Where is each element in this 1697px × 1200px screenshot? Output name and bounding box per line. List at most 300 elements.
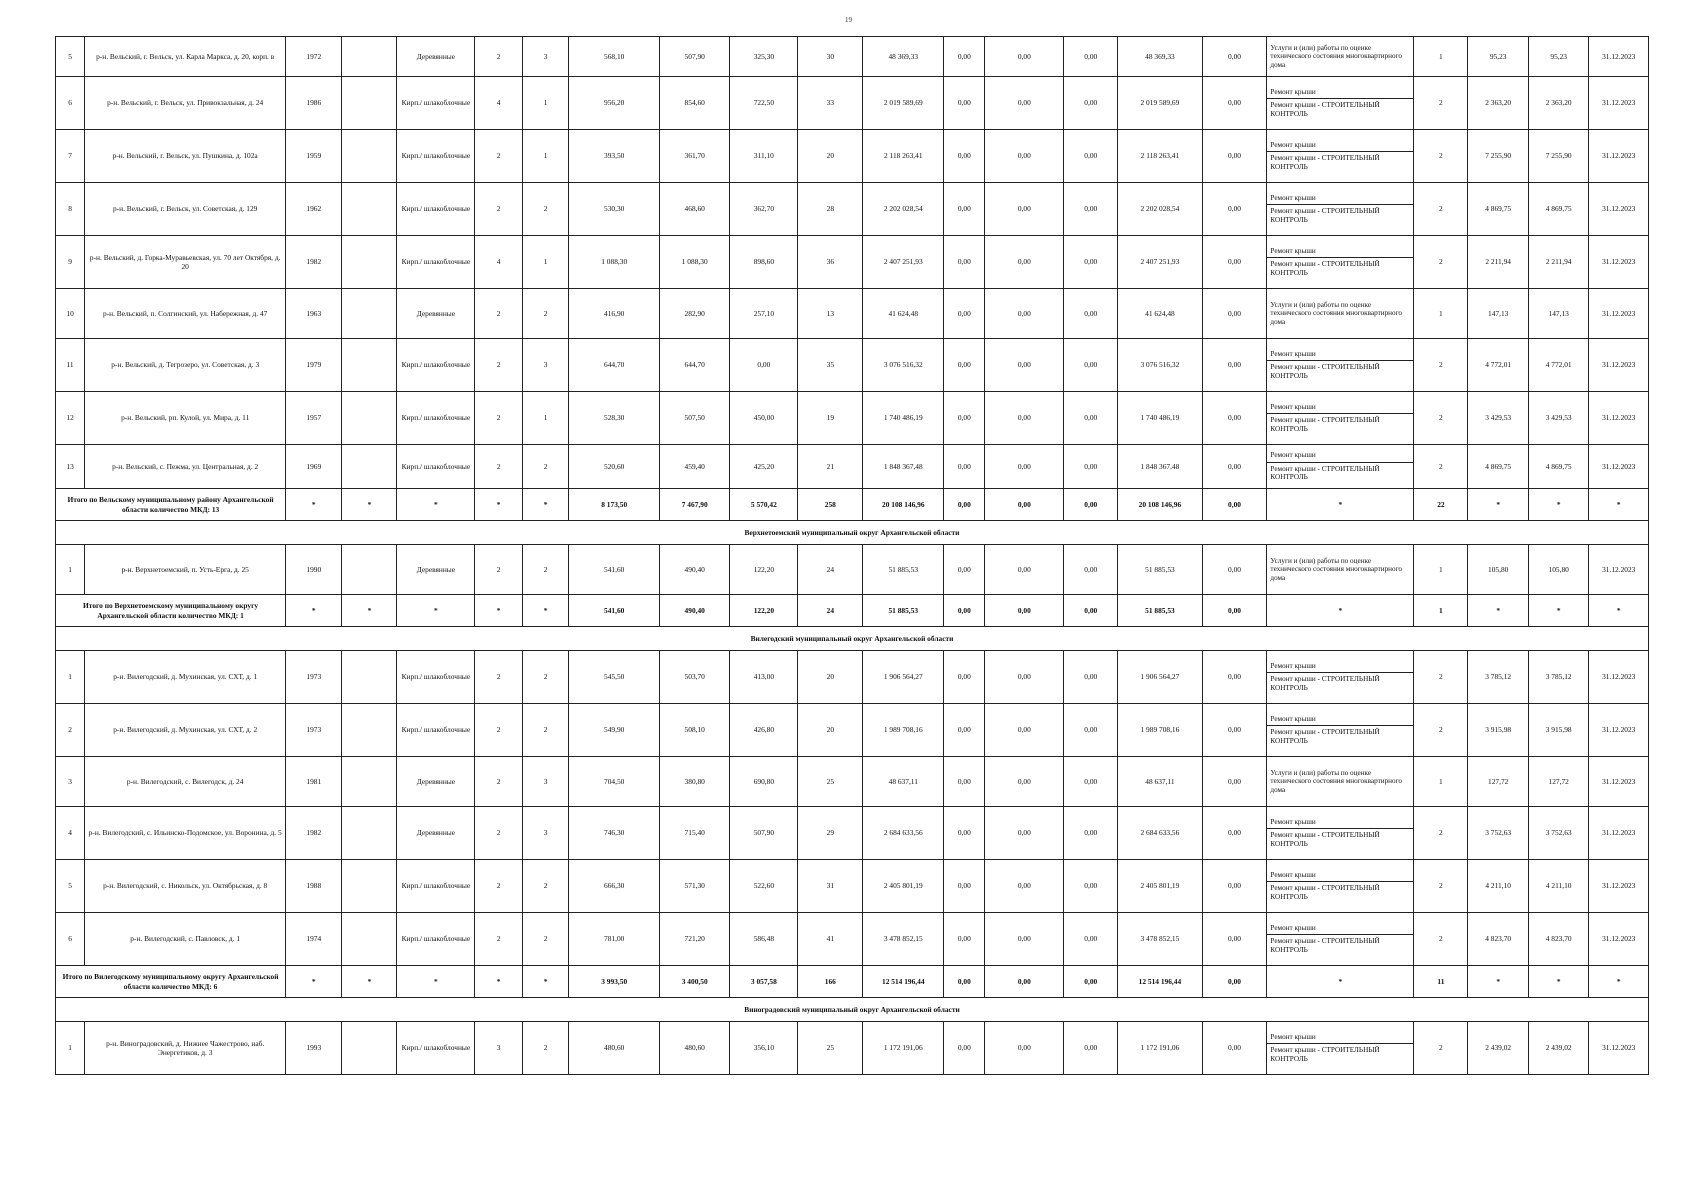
work-type: Ремонт крыши: [1270, 714, 1316, 723]
cell-fund-b: 0,00: [985, 807, 1064, 860]
cell-own: 2 019 589,69: [1118, 77, 1202, 130]
work-types-cell: [1267, 757, 1414, 807]
cell-extra: [342, 704, 397, 757]
table-row: [56, 651, 1649, 704]
placeholder-star: *: [1528, 966, 1589, 998]
cell-material: Кирп./ шлакоблочные: [397, 651, 475, 704]
section-header-row: [56, 627, 1649, 651]
cell-limit-per-m2: 105,80: [1528, 545, 1589, 595]
cell-year: 1957: [286, 392, 342, 445]
total-area-total: 541,60: [569, 595, 660, 627]
cell-n: 2: [56, 704, 85, 757]
cell-n: 1: [56, 651, 85, 704]
cell-area-living: 503,70: [660, 651, 730, 704]
cell-extra: [342, 130, 397, 183]
total-cost-total: 20 108 146,96: [863, 489, 944, 521]
work-type: Ремонт крыши - СТРОИТЕЛЬНЫЙ КОНТРОЛЬ: [1267, 204, 1413, 226]
cell-n: 4: [56, 807, 85, 860]
cell-area-total: 530,30: [569, 183, 660, 236]
cell-area-living: 854,60: [660, 77, 730, 130]
cell-cost-total: 1 848 367,48: [863, 445, 944, 489]
cell-residents: 35: [798, 339, 863, 392]
cell-floors: 2: [475, 392, 523, 445]
cell-fund-b: 0,00: [985, 236, 1064, 289]
cell-fund-a: 0,00: [944, 445, 985, 489]
cell-area-living: 380,80: [660, 757, 730, 807]
cell-cost-per-m2: 127,72: [1468, 757, 1529, 807]
cell-cost-per-m2: 3 785,12: [1468, 651, 1529, 704]
cell-own: 2 405 801,19: [1118, 860, 1202, 913]
cell-other: 0,00: [1202, 651, 1267, 704]
cell-residents: 36: [798, 236, 863, 289]
cell-fund-b: 0,00: [985, 913, 1064, 966]
cell-year: 1959: [286, 130, 342, 183]
cell-n: 9: [56, 236, 85, 289]
cell-area-total: 781,00: [569, 913, 660, 966]
cell-extra: [342, 77, 397, 130]
work-type: Ремонт крыши: [1270, 870, 1316, 879]
total-other: 0,00: [1202, 489, 1267, 521]
cell-fund-a: 0,00: [944, 339, 985, 392]
table-row: [56, 130, 1649, 183]
work-type: Ремонт крыши - СТРОИТЕЛЬНЫЙ КОНТРОЛЬ: [1267, 828, 1413, 850]
cell-deadline: 31.12.2023: [1589, 545, 1649, 595]
cell-other: 0,00: [1202, 704, 1267, 757]
cell-cost-per-m2: 2 439,02: [1468, 1022, 1529, 1075]
total-label: Итого по Вилегодскому муниципальному округу Архангельской области количество МКД: 6: [56, 966, 286, 998]
cell-entrances: 2: [522, 445, 568, 489]
cell-entrances: 2: [522, 183, 568, 236]
work-type: Ремонт крыши - СТРОИТЕЛЬНЫЙ КОНТРОЛЬ: [1267, 1043, 1413, 1065]
placeholder-star: *: [475, 595, 523, 627]
work-type: Ремонт крыши: [1270, 87, 1316, 96]
cell-fund-b: 0,00: [985, 545, 1064, 595]
total-residents: 24: [798, 595, 863, 627]
cell-material: Кирп./ шлакоблочные: [397, 77, 475, 130]
cell-own: 1 848 367,48: [1118, 445, 1202, 489]
cell-deadline: 31.12.2023: [1589, 445, 1649, 489]
section-header-row: [56, 521, 1649, 545]
cell-fund-c: 0,00: [1064, 445, 1118, 489]
cell-fund-b: 0,00: [985, 392, 1064, 445]
total-area-living: 3 400,50: [660, 966, 730, 998]
cell-extra: [342, 289, 397, 339]
cell-deadline: 31.12.2023: [1589, 860, 1649, 913]
cell-limit-per-m2: 3 429,53: [1528, 392, 1589, 445]
cell-floors: 2: [475, 807, 523, 860]
cell-area-total: 393,50: [569, 130, 660, 183]
cell-other: 0,00: [1202, 757, 1267, 807]
placeholder-star: *: [1267, 595, 1414, 627]
cell-cost-per-m2: 147,13: [1468, 289, 1529, 339]
cell-own: 1 989 708,16: [1118, 704, 1202, 757]
cell-fund-c: 0,00: [1064, 860, 1118, 913]
cell-fund-c: 0,00: [1064, 807, 1118, 860]
total-row: [56, 489, 1649, 521]
cell-material: Кирп./ шлакоблочные: [397, 445, 475, 489]
cell-limit-per-m2: 3 752,63: [1528, 807, 1589, 860]
cell-area-total: 644,70: [569, 339, 660, 392]
cell-entrances: 2: [522, 651, 568, 704]
cell-material: Кирп./ шлакоблочные: [397, 913, 475, 966]
work-type: Ремонт крыши - СТРОИТЕЛЬНЫЙ КОНТРОЛЬ: [1267, 151, 1413, 173]
placeholder-star: *: [342, 489, 397, 521]
cell-material: Кирп./ шлакоблочные: [397, 1022, 475, 1075]
cell-limit-per-m2: 4 772,01: [1528, 339, 1589, 392]
cell-limit-per-m2: 3 915,98: [1528, 704, 1589, 757]
table-row: [56, 704, 1649, 757]
cell-area-living: 282,90: [660, 289, 730, 339]
cell-area-total: 568,10: [569, 37, 660, 77]
cell-extra: [342, 1022, 397, 1075]
cell-address: р-н. Вельский, г. Вельск, ул. Советская, д. 129: [85, 183, 286, 236]
cell-address: р-н. Виноградовский, д. Нижнее Чажестрово, наб. Энергетиков, д. 3: [85, 1022, 286, 1075]
cell-area-resident: 425,20: [730, 445, 798, 489]
cell-year: 1988: [286, 860, 342, 913]
total-other: 0,00: [1202, 966, 1267, 998]
cell-year: 1969: [286, 445, 342, 489]
cell-address: р-н. Вилегодский, с. Вилегодск, д. 24: [85, 757, 286, 807]
work-types-cell: [1267, 37, 1414, 77]
cell-extra: [342, 445, 397, 489]
cell-fund-c: 0,00: [1064, 236, 1118, 289]
work-type: Ремонт крыши - СТРОИТЕЛЬНЫЙ КОНТРОЛЬ: [1267, 881, 1413, 903]
cell-fund-c: 0,00: [1064, 651, 1118, 704]
total-residents: 258: [798, 489, 863, 521]
work-types-cell: [1267, 807, 1414, 860]
total-area-total: 8 173,50: [569, 489, 660, 521]
cell-entrances: 2: [522, 860, 568, 913]
cell-address: р-н. Вельский, г. Вельск, ул. Привокзальная, д. 24: [85, 77, 286, 130]
cell-deadline: 31.12.2023: [1589, 913, 1649, 966]
section-title: Виноградовский муниципальный округ Архангельской области: [56, 998, 1649, 1022]
work-types-cell: [1267, 392, 1414, 445]
cell-material: Деревянные: [397, 289, 475, 339]
work-types-cell: [1267, 130, 1414, 183]
total-area-living: 7 467,90: [660, 489, 730, 521]
total-row: [56, 966, 1649, 998]
cell-other: 0,00: [1202, 130, 1267, 183]
cell-deadline: 31.12.2023: [1589, 236, 1649, 289]
work-type: Ремонт крыши: [1270, 451, 1316, 460]
cell-area-total: 480,60: [569, 1022, 660, 1075]
cell-entrances: 3: [522, 807, 568, 860]
placeholder-star: *: [1528, 595, 1589, 627]
placeholder-star: *: [1589, 595, 1649, 627]
cell-area-resident: 690,80: [730, 757, 798, 807]
work-types-cell: [1267, 339, 1414, 392]
cell-floors: 4: [475, 236, 523, 289]
cell-work-count: 2: [1414, 1022, 1468, 1075]
placeholder-star: *: [397, 489, 475, 521]
cell-area-resident: 426,80: [730, 704, 798, 757]
cell-year: 1973: [286, 651, 342, 704]
cell-own: 51 885,53: [1118, 545, 1202, 595]
table-row: [56, 37, 1649, 77]
cell-entrances: 2: [522, 704, 568, 757]
cell-cost-total: 51 885,53: [863, 545, 944, 595]
placeholder-star: *: [522, 966, 568, 998]
cell-year: 1974: [286, 913, 342, 966]
cell-area-total: 541,60: [569, 545, 660, 595]
cell-floors: 2: [475, 289, 523, 339]
cell-work-count: 2: [1414, 77, 1468, 130]
placeholder-star: *: [1589, 489, 1649, 521]
work-types-cell: [1267, 913, 1414, 966]
cell-own: 3 076 516,32: [1118, 339, 1202, 392]
cell-material: Деревянные: [397, 757, 475, 807]
cell-limit-per-m2: 127,72: [1528, 757, 1589, 807]
cell-limit-per-m2: 4 869,75: [1528, 445, 1589, 489]
cell-floors: 2: [475, 651, 523, 704]
cell-year: 1982: [286, 807, 342, 860]
total-fund-c: 0,00: [1064, 966, 1118, 998]
cell-year: 1973: [286, 704, 342, 757]
cell-fund-c: 0,00: [1064, 37, 1118, 77]
cell-area-total: 704,50: [569, 757, 660, 807]
work-type: Ремонт крыши - СТРОИТЕЛЬНЫЙ КОНТРОЛЬ: [1267, 257, 1413, 279]
cell-area-total: 666,30: [569, 860, 660, 913]
cell-fund-b: 0,00: [985, 183, 1064, 236]
table-row: [56, 545, 1649, 595]
cell-own: 2 118 263,41: [1118, 130, 1202, 183]
cell-work-count: 2: [1414, 860, 1468, 913]
cell-fund-c: 0,00: [1064, 183, 1118, 236]
table-row: [56, 913, 1649, 966]
cell-area-resident: 311,10: [730, 130, 798, 183]
cell-fund-a: 0,00: [944, 860, 985, 913]
cell-cost-per-m2: 2 363,20: [1468, 77, 1529, 130]
total-fund-c: 0,00: [1064, 595, 1118, 627]
table-row: [56, 445, 1649, 489]
cell-fund-c: 0,00: [1064, 704, 1118, 757]
cell-limit-per-m2: 4 823,70: [1528, 913, 1589, 966]
cell-limit-per-m2: 7 255,90: [1528, 130, 1589, 183]
cell-n: 13: [56, 445, 85, 489]
cell-n: 6: [56, 77, 85, 130]
cell-floors: 3: [475, 1022, 523, 1075]
cell-floors: 2: [475, 339, 523, 392]
cell-fund-a: 0,00: [944, 236, 985, 289]
cell-area-resident: 522,60: [730, 860, 798, 913]
cell-limit-per-m2: 3 785,12: [1528, 651, 1589, 704]
cell-n: 7: [56, 130, 85, 183]
total-fund-a: 0,00: [944, 595, 985, 627]
cell-deadline: 31.12.2023: [1589, 130, 1649, 183]
cell-material: Деревянные: [397, 37, 475, 77]
total-cost-total: 51 885,53: [863, 595, 944, 627]
cell-entrances: 2: [522, 1022, 568, 1075]
work-type: Ремонт крыши - СТРОИТЕЛЬНЫЙ КОНТРОЛЬ: [1267, 360, 1413, 382]
cell-work-count: 2: [1414, 807, 1468, 860]
cell-material: Кирп./ шлакоблочные: [397, 860, 475, 913]
cell-own: 3 478 852,15: [1118, 913, 1202, 966]
table-row: [56, 339, 1649, 392]
cell-residents: 21: [798, 445, 863, 489]
cell-material: Кирп./ шлакоблочные: [397, 236, 475, 289]
cell-deadline: 31.12.2023: [1589, 339, 1649, 392]
cell-work-count: 2: [1414, 339, 1468, 392]
placeholder-star: *: [1468, 966, 1529, 998]
table-row: [56, 183, 1649, 236]
total-own: 51 885,53: [1118, 595, 1202, 627]
cell-other: 0,00: [1202, 392, 1267, 445]
work-types-cell: [1267, 183, 1414, 236]
cell-work-count: 1: [1414, 757, 1468, 807]
cell-fund-c: 0,00: [1064, 757, 1118, 807]
cell-own: 48 637,11: [1118, 757, 1202, 807]
total-fund-a: 0,00: [944, 489, 985, 521]
cell-n: 5: [56, 37, 85, 77]
cell-residents: 20: [798, 704, 863, 757]
cell-cost-total: 1 172 191,06: [863, 1022, 944, 1075]
cell-residents: 29: [798, 807, 863, 860]
cell-work-count: 2: [1414, 392, 1468, 445]
cell-address: р-н. Вельский, с. Пежма, ул. Центральная, д. 2: [85, 445, 286, 489]
table-row: [56, 807, 1649, 860]
cell-cost-total: 2 405 801,19: [863, 860, 944, 913]
total-residents: 166: [798, 966, 863, 998]
cell-area-resident: 586,48: [730, 913, 798, 966]
cell-cost-total: 2 019 589,69: [863, 77, 944, 130]
total-label: Итого по Верхнетоемскому муниципальному округу Архангельской области количество МКД: 1: [56, 595, 286, 627]
total-area-resident: 5 570,42: [730, 489, 798, 521]
cell-extra: [342, 807, 397, 860]
cell-work-count: 2: [1414, 704, 1468, 757]
work-types-cell: [1267, 289, 1414, 339]
cell-fund-b: 0,00: [985, 1022, 1064, 1075]
cell-fund-a: 0,00: [944, 704, 985, 757]
cell-area-resident: 122,20: [730, 545, 798, 595]
cell-deadline: 31.12.2023: [1589, 289, 1649, 339]
work-type: Ремонт крыши: [1270, 140, 1316, 149]
cell-floors: 2: [475, 860, 523, 913]
section-header-row: [56, 998, 1649, 1022]
work-type: Ремонт крыши: [1270, 246, 1316, 255]
total-fund-c: 0,00: [1064, 489, 1118, 521]
cell-fund-a: 0,00: [944, 37, 985, 77]
placeholder-star: *: [522, 595, 568, 627]
cell-fund-a: 0,00: [944, 289, 985, 339]
cell-fund-b: 0,00: [985, 757, 1064, 807]
cell-floors: 4: [475, 77, 523, 130]
cell-address: р-н. Вилегодский, д. Мухинская, ул. СХТ, д. 2: [85, 704, 286, 757]
cell-own: 1 906 564,27: [1118, 651, 1202, 704]
total-area-resident: 3 057,58: [730, 966, 798, 998]
total-area-living: 490,40: [660, 595, 730, 627]
cell-other: 0,00: [1202, 37, 1267, 77]
table-row: [56, 392, 1649, 445]
cell-area-total: 545,50: [569, 651, 660, 704]
work-type: Ремонт крыши - СТРОИТЕЛЬНЫЙ КОНТРОЛЬ: [1267, 725, 1413, 747]
page-number: 19: [845, 16, 852, 24]
placeholder-star: *: [286, 595, 342, 627]
cell-fund-b: 0,00: [985, 37, 1064, 77]
placeholder-star: *: [1468, 489, 1529, 521]
cell-extra: [342, 545, 397, 595]
cell-residents: 28: [798, 183, 863, 236]
cell-deadline: 31.12.2023: [1589, 392, 1649, 445]
cell-n: 10: [56, 289, 85, 339]
cell-fund-b: 0,00: [985, 445, 1064, 489]
cell-cost-total: 2 684 633,56: [863, 807, 944, 860]
cell-cost-per-m2: 4 772,01: [1468, 339, 1529, 392]
cell-extra: [342, 37, 397, 77]
cell-other: 0,00: [1202, 236, 1267, 289]
cell-cost-total: 41 624,48: [863, 289, 944, 339]
cell-limit-per-m2: 2 439,02: [1528, 1022, 1589, 1075]
work-type: Ремонт крыши: [1270, 402, 1316, 411]
cell-year: 1979: [286, 339, 342, 392]
cell-fund-b: 0,00: [985, 289, 1064, 339]
cell-cost-total: 3 478 852,15: [863, 913, 944, 966]
cell-fund-c: 0,00: [1064, 339, 1118, 392]
cell-residents: 30: [798, 37, 863, 77]
cell-year: 1962: [286, 183, 342, 236]
table-row: [56, 860, 1649, 913]
cell-cost-per-m2: 95,23: [1468, 37, 1529, 77]
cell-other: 0,00: [1202, 913, 1267, 966]
cell-cost-per-m2: 4 869,75: [1468, 445, 1529, 489]
cell-fund-a: 0,00: [944, 913, 985, 966]
cell-year: 1963: [286, 289, 342, 339]
cell-entrances: 2: [522, 913, 568, 966]
total-fund-a: 0,00: [944, 966, 985, 998]
cell-area-living: 507,50: [660, 392, 730, 445]
housing-repair-table: [55, 36, 1649, 1075]
cell-cost-per-m2: 4 823,70: [1468, 913, 1529, 966]
table-row: [56, 77, 1649, 130]
cell-area-resident: 898,60: [730, 236, 798, 289]
placeholder-star: *: [475, 489, 523, 521]
total-area-resident: 122,20: [730, 595, 798, 627]
cell-material: Кирп./ шлакоблочные: [397, 130, 475, 183]
cell-fund-c: 0,00: [1064, 289, 1118, 339]
cell-residents: 33: [798, 77, 863, 130]
cell-work-count: 1: [1414, 37, 1468, 77]
cell-address: р-н. Вилегодский, с. Никольск, ул. Октябрьская, д. 8: [85, 860, 286, 913]
cell-area-resident: 413,00: [730, 651, 798, 704]
cell-area-living: 715,40: [660, 807, 730, 860]
cell-entrances: 1: [522, 77, 568, 130]
cell-area-living: 459,40: [660, 445, 730, 489]
cell-extra: [342, 651, 397, 704]
cell-deadline: 31.12.2023: [1589, 77, 1649, 130]
cell-residents: 13: [798, 289, 863, 339]
cell-area-resident: 507,90: [730, 807, 798, 860]
cell-area-total: 549,90: [569, 704, 660, 757]
cell-area-resident: 722,50: [730, 77, 798, 130]
cell-area-resident: 257,10: [730, 289, 798, 339]
cell-cost-total: 1 989 708,16: [863, 704, 944, 757]
cell-area-living: 1 088,30: [660, 236, 730, 289]
work-type: Услуги и (или) работы по оценке технического состояния многоквартирного дома: [1270, 300, 1402, 326]
cell-limit-per-m2: 2 211,94: [1528, 236, 1589, 289]
work-type: Услуги и (или) работы по оценке технического состояния многоквартирного дома: [1270, 43, 1402, 69]
cell-n: 1: [56, 545, 85, 595]
cell-area-living: 721,20: [660, 913, 730, 966]
total-work-count: 11: [1414, 966, 1468, 998]
cell-fund-c: 0,00: [1064, 545, 1118, 595]
cell-area-resident: 450,00: [730, 392, 798, 445]
cell-area-living: 490,40: [660, 545, 730, 595]
cell-residents: 41: [798, 913, 863, 966]
placeholder-star: *: [475, 966, 523, 998]
cell-entrances: 2: [522, 289, 568, 339]
cell-other: 0,00: [1202, 339, 1267, 392]
cell-cost-per-m2: 4 211,10: [1468, 860, 1529, 913]
section-title: Верхнетоемский муниципальный округ Архангельской области: [56, 521, 1649, 545]
